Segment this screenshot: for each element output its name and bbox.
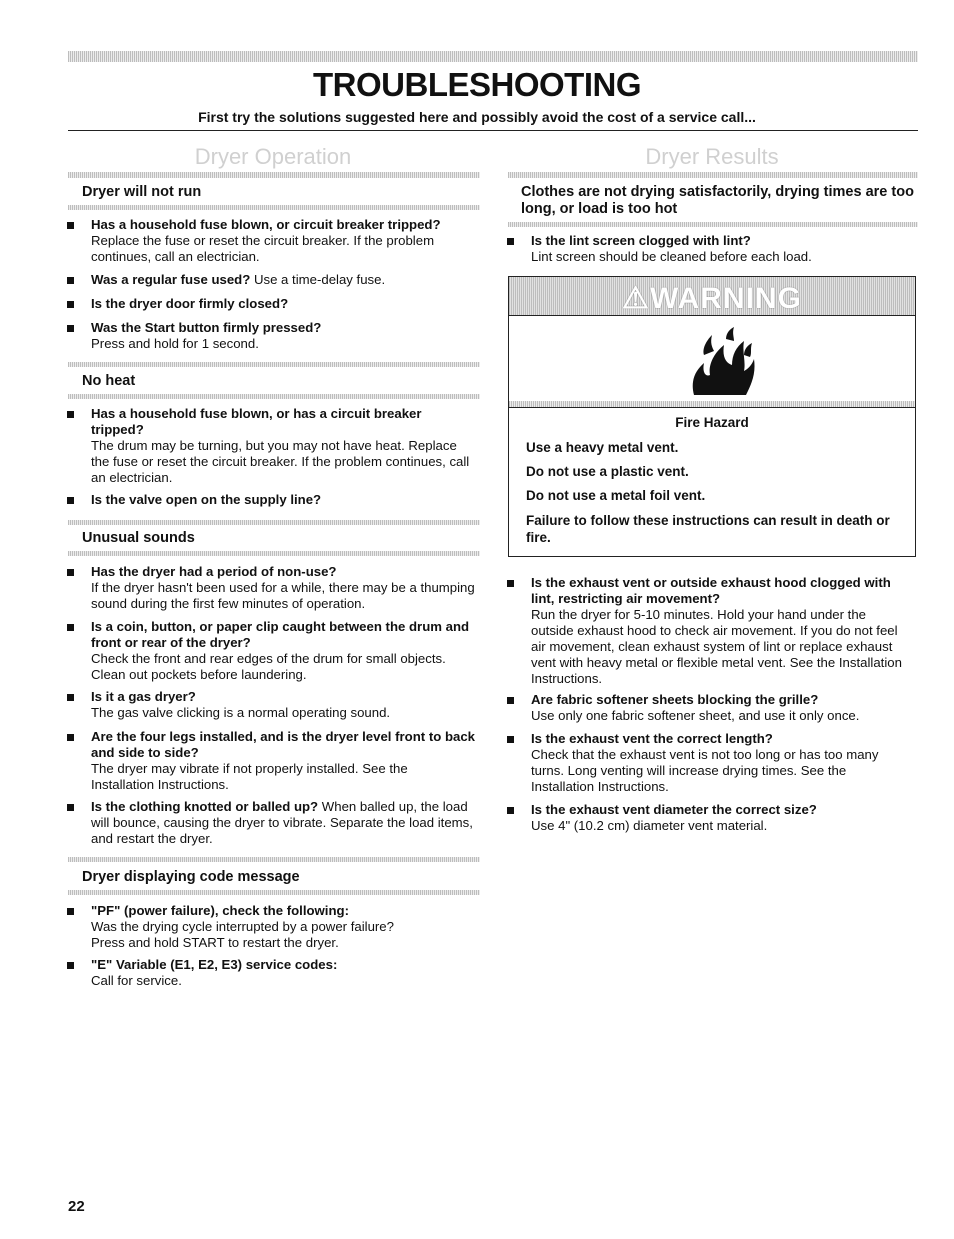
- list-item: Is the exhaust vent or outside exhaust hood clogged with lint, restricting air movement? Run the dryer for 5-10 minutes. Hold your hand under the outside exhaust hood to check air movement. If you do not feel air movement, clean exhaust system of lint or replace exhaust vent with heavy metal or flexible metal vent. See the Installation Instructions.: [531, 575, 916, 687]
- warning-line: Do not use a metal foil vent.: [526, 488, 706, 503]
- section-band: [68, 551, 480, 556]
- dryer-results-heading: Dryer Results: [645, 144, 779, 169]
- warning-header: [509, 277, 915, 315]
- warning-divider: [509, 407, 915, 408]
- section-band: [68, 857, 480, 862]
- list-item: "E" Variable (E1, E2, E3) service codes: Call for service.: [91, 957, 476, 989]
- list-item: Are the four legs installed, and is the dryer level front to back and side to side? The dryer may vibrate if not properly installed. See the Installation Instructions.: [91, 729, 476, 793]
- bullet-icon: [67, 908, 74, 915]
- bullet-icon: [67, 325, 74, 332]
- bullet-icon: [67, 301, 74, 308]
- warning-triangle-icon: ⚠: [622, 282, 650, 315]
- section-title-unusual-sounds: Unusual sounds: [82, 530, 195, 546]
- warning-line: Do not use a plastic vent.: [526, 464, 689, 479]
- list-item: Is the exhaust vent the correct length? Check that the exhaust vent is not too long or has too many turns. Long venting will increase drying times. See the Installation Instructions.: [531, 731, 916, 795]
- bullet-icon: [507, 807, 514, 814]
- list-item: Is a coin, button, or paper clip caught between the drum and front or rear of the dryer? Check the front and rear edges of the drum for small objects. Clean out pockets before laundering.: [91, 619, 476, 683]
- section-title-will-not-run: Dryer will not run: [82, 184, 202, 200]
- bullet-icon: [67, 624, 74, 631]
- bullet-icon: [67, 734, 74, 741]
- warning-line: Failure to follow these instructions can result in death or fire.: [526, 513, 890, 545]
- bullet-icon: [507, 580, 514, 587]
- list-item: Has a household fuse blown, or has a circuit breaker tripped? The drum may be turning, but you may not have heat. Replace the fuse or reset the circuit breaker. If the problem continues, call an electrician.: [91, 406, 476, 486]
- bullet-icon: [507, 736, 514, 743]
- page-number: 22: [68, 1198, 85, 1215]
- right-heading-band: [508, 172, 918, 178]
- list-item: Was the Start button firmly pressed? Press and hold for 1 second.: [91, 320, 476, 352]
- section-band: [68, 362, 480, 367]
- section-band: [68, 520, 480, 525]
- fire-hazard-icon: [674, 325, 764, 397]
- list-item: Is the lint screen clogged with lint? Lint screen should be cleaned before each load.: [531, 233, 916, 265]
- section-band: [508, 222, 918, 227]
- bullet-icon: [67, 277, 74, 284]
- left-heading-band: [68, 172, 480, 178]
- list-item: "PF" (power failure), check the following: Was the drying cycle interrupted by a power failure? Press and hold START to restart the dryer.: [91, 903, 476, 951]
- header-rule: [68, 130, 918, 131]
- bullet-icon: [67, 804, 74, 811]
- bullet-icon: [67, 569, 74, 576]
- list-item: Was a regular fuse used? Use a time-delay fuse.: [91, 272, 476, 288]
- page-subtitle: First try the solutions suggested here and possibly avoid the cost of a service call...: [198, 109, 756, 125]
- section-title-code-message: Dryer displaying code message: [82, 869, 300, 885]
- list-item: Is it a gas dryer? The gas valve clicking is a normal operating sound.: [91, 689, 476, 721]
- list-item: Is the valve open on the supply line?: [91, 492, 476, 508]
- section-band: [68, 394, 480, 399]
- bullet-icon: [67, 497, 74, 504]
- warning-label: WARNING: [649, 282, 802, 315]
- top-band: [68, 51, 918, 62]
- bullet-icon: [67, 962, 74, 969]
- section-title-no-heat: No heat: [82, 373, 136, 389]
- list-item: Are fabric softener sheets blocking the grille? Use only one fabric softener sheet, and use it only once.: [531, 692, 916, 724]
- warning-box: [508, 276, 916, 557]
- bullet-icon: [67, 222, 74, 229]
- list-item: Is the dryer door firmly closed?: [91, 296, 476, 312]
- warning-line: Use a heavy metal vent.: [526, 440, 679, 455]
- list-item: Has a household fuse blown, or circuit breaker tripped? Replace the fuse or reset the circuit breaker. If the problem continues, call an electrician.: [91, 217, 476, 265]
- hazard-title: Fire Hazard: [675, 415, 749, 430]
- page-title: TROUBLESHOOTING: [313, 66, 641, 103]
- dryer-operation-heading: Dryer Operation: [194, 144, 352, 169]
- bullet-icon: [507, 697, 514, 704]
- list-item: Is the exhaust vent diameter the correct size? Use 4" (10.2 cm) diameter vent material.: [531, 802, 916, 834]
- list-item: Is the clothing knotted or balled up? When balled up, the load will bounce, causing the dryer to vibrate. Separate the load items, and restart the dryer.: [91, 799, 476, 847]
- bullet-icon: [67, 694, 74, 701]
- bullet-icon: [507, 238, 514, 245]
- section-title-not-drying: Clothes are not drying satisfactorily, drying times are too long, or load is too hot: [521, 184, 914, 217]
- section-band: [68, 205, 480, 210]
- section-band: [68, 890, 480, 895]
- list-item: Has the dryer had a period of non-use? If the dryer hasn't been used for a while, there may be a thumping sound during the first few minutes of operation.: [91, 564, 476, 612]
- bullet-icon: [67, 411, 74, 418]
- warning-divider: [509, 315, 915, 316]
